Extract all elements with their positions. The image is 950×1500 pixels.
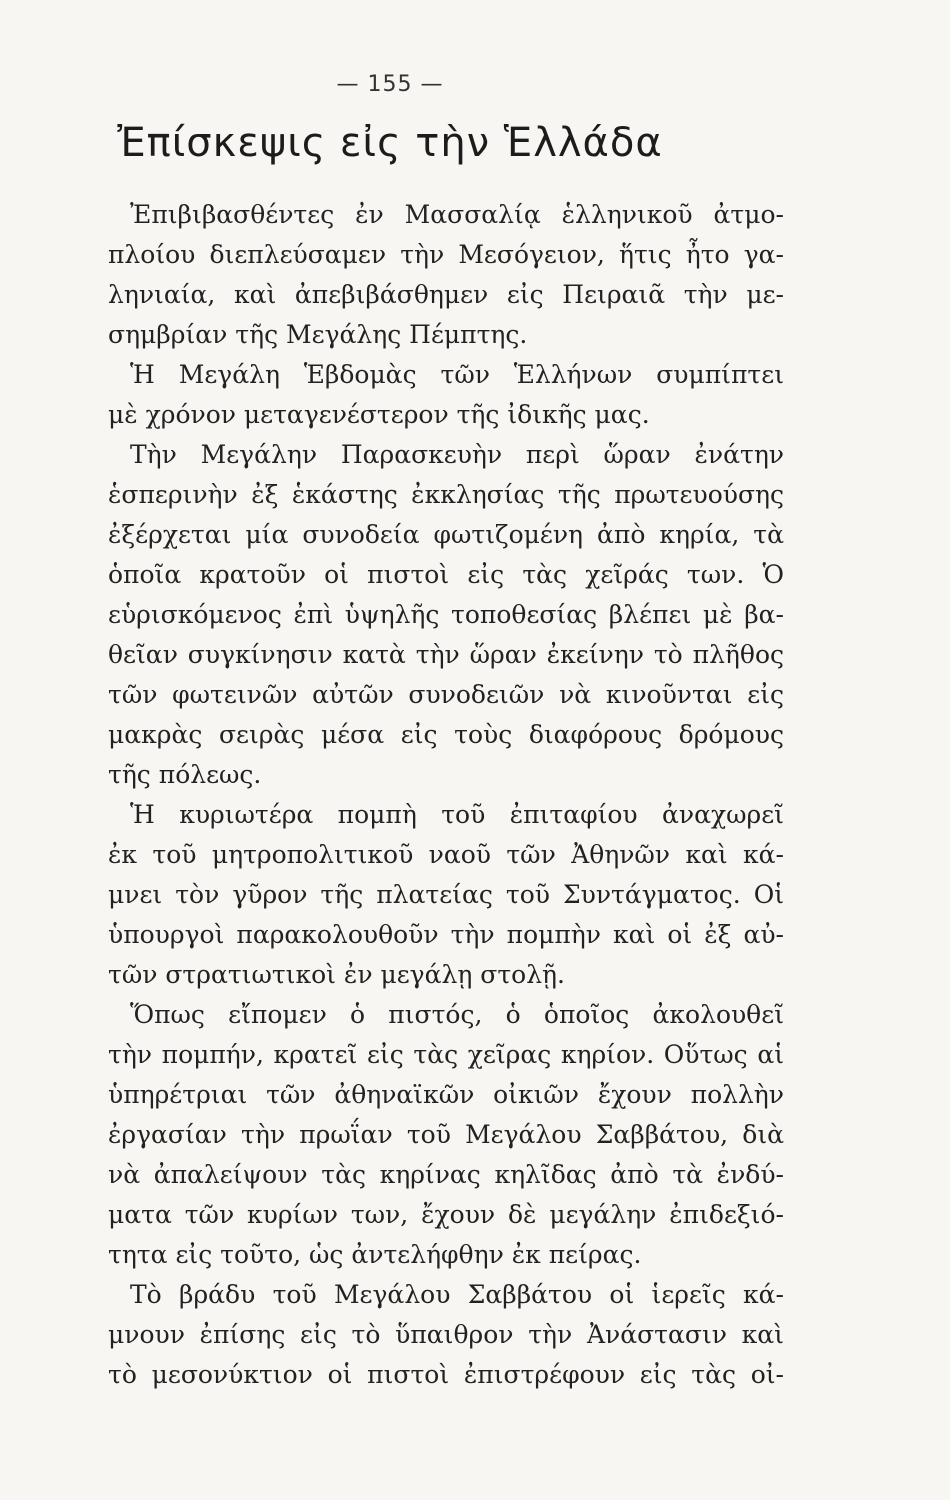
text-line: μὲ χρόνον μεταγενέστερον τῆς ἰδικῆς μας.: [108, 400, 650, 429]
text-line: πλοίου διεπλεύσαμεν τὴν Μεσόγειον, ἥτις ἦτο γα-: [108, 240, 784, 269]
text-line: ἑσπερινὴν ἐξ ἑκάστης ἐκκλησίας τῆς πρωτευούσης: [108, 480, 784, 509]
text-line: Ἡ Μεγάλη Ἑβδομὰς τῶν Ἑλλήνων συμπίπτει: [130, 360, 784, 389]
text-line: τὸ μεσονύκτιον οἱ πιστοὶ ἐπιστρέφουν εἰς τὰς οἰ-: [108, 1360, 784, 1389]
text-line: τῶν φωτεινῶν αὐτῶν συνοδειῶν νὰ κινοῦνται εἰς: [108, 680, 784, 709]
text-line: σημβρίαν τῆς Μεγάλης Πέμπτης.: [108, 320, 528, 349]
text-line: ὁποῖα κρατοῦν οἱ πιστοὶ εἰς τὰς χεῖράς των. Ὁ: [108, 560, 784, 589]
text-line: Ὅπως εἴπομεν ὁ πιστός, ὁ ὁποῖος ἀκολουθεῖ: [130, 1000, 784, 1029]
text-line: ἐργασίαν τὴν πρωΐαν τοῦ Μεγάλου Σαββάτου, διὰ: [108, 1120, 784, 1149]
text-line: τὴν πομπήν, κρατεῖ εἰς τὰς χεῖρας κηρίον. Οὕτως αἱ: [108, 1040, 784, 1069]
text-line: ματα τῶν κυρίων των, ἔχουν δὲ μεγάλην ἐπιδεξιό-: [108, 1200, 784, 1229]
text-line: Τὸ βράδυ τοῦ Μεγάλου Σαββάτου οἱ ἱερεῖς κά-: [130, 1280, 784, 1309]
text-line: τῶν στρατιωτικοὶ ἐν μεγάλῃ στολῇ.: [108, 960, 565, 989]
text-line: τητα εἰς τοῦτο, ὡς ἀντελήφθην ἐκ πείρας.: [108, 1240, 642, 1269]
text-line: ἐξέρχεται μία συνοδεία φωτιζομένη ἀπὸ κηρία, τὰ: [108, 520, 784, 549]
text-line: Ἡ κυριωτέρα πομπὴ τοῦ ἐπιταφίου ἀναχωρεῖ: [130, 800, 784, 829]
text-line: θεῖαν συγκίνησιν κατὰ τὴν ὥραν ἐκείνην τὸ πλῆθος: [108, 640, 784, 669]
chapter-title: Ἐπίσκεψις εἰς τὴν Ἑλλάδα: [117, 120, 663, 166]
text-line: μνουν ἐπίσης εἰς τὸ ὕπαιθρον τὴν Ἀνάστασιν καὶ: [108, 1320, 784, 1349]
text-line: ὑπουργοὶ παρακολουθοῦν τὴν πομπὴν καὶ οἱ ἐξ αὐ-: [108, 920, 784, 949]
text-line: ἐκ τοῦ μητροπολιτικοῦ ναοῦ τῶν Ἀθηνῶν καὶ κά-: [108, 840, 784, 869]
page-number: — 155 —: [336, 72, 444, 97]
text-line: μακρὰς σειρὰς μέσα εἰς τοὺς διαφόρους δρόμους: [108, 720, 784, 749]
body-text: [108, 195, 784, 1395]
text-line: Ἐπιβιβασθέντες ἐν Μασσαλίᾳ ἑλληνικοῦ ἀτμο-: [130, 200, 784, 229]
text-line: τῆς πόλεως.: [108, 760, 262, 789]
text-line: Τὴν Μεγάλην Παρασκευὴν περὶ ὥραν ἐνάτην: [130, 440, 784, 469]
text-line: νὰ ἀπαλείψουν τὰς κηρίνας κηλῖδας ἀπὸ τὰ ἐνδύ-: [108, 1160, 784, 1189]
text-line: ληνιαία, καὶ ἀπεβιβάσθημεν εἰς Πειραιᾶ τὴν με-: [108, 280, 784, 309]
text-line: μνει τὸν γῦρον τῆς πλατείας τοῦ Συντάγματος. Οἱ: [108, 880, 784, 909]
text-line: ὑπηρέτριαι τῶν ἀθηναϊκῶν οἰκιῶν ἔχουν πολλὴν: [108, 1080, 784, 1109]
text-line: εὑρισκόμενος ἐπὶ ὑψηλῆς τοποθεσίας βλέπει μὲ βα-: [108, 600, 784, 629]
